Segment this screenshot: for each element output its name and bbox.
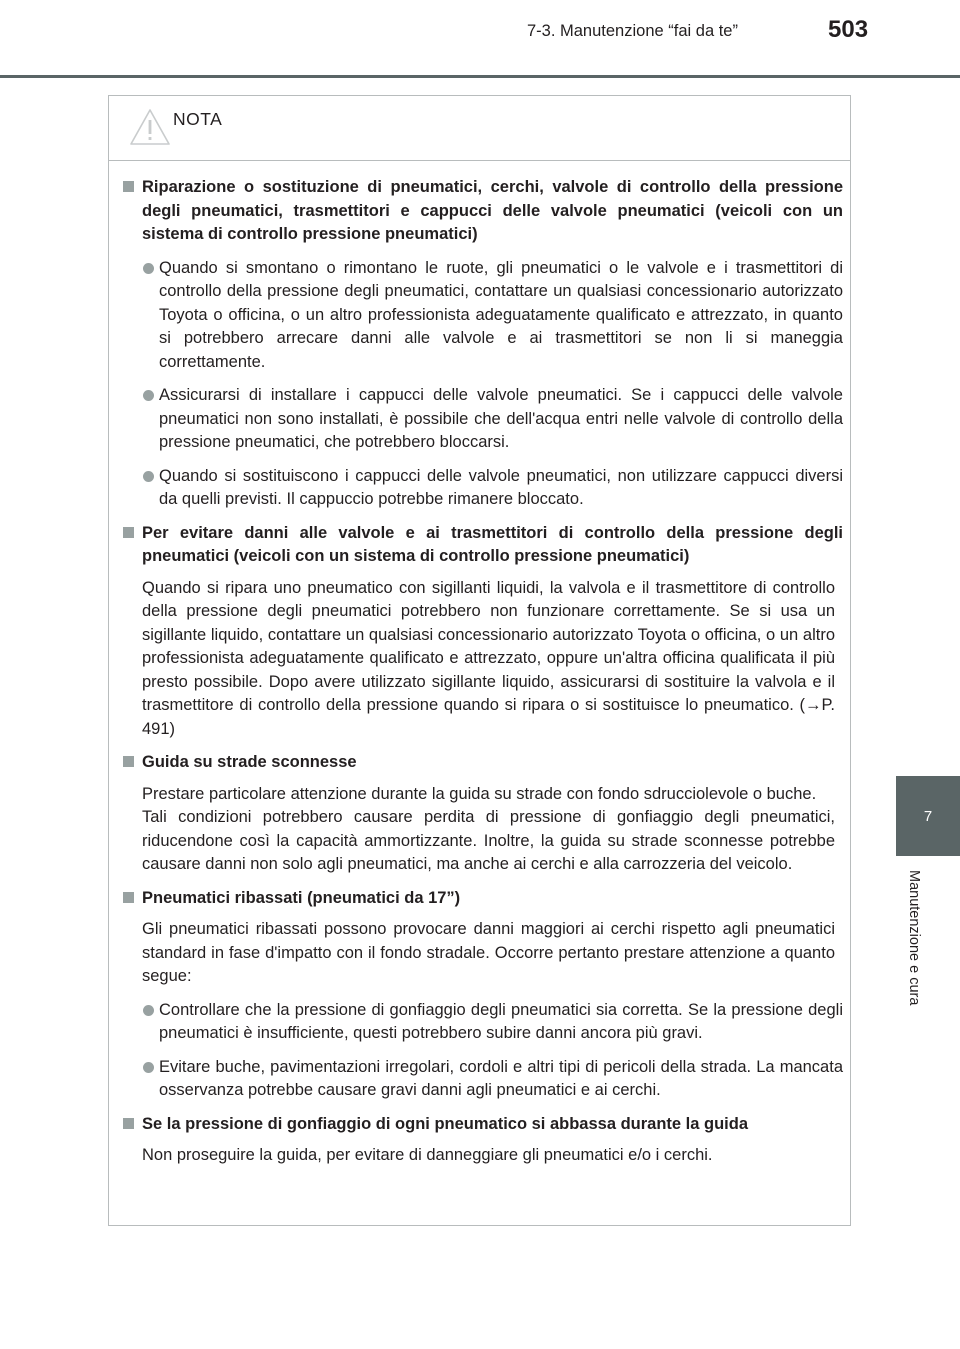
round-bullet-icon — [143, 1062, 154, 1073]
chapter-label: Manutenzione e cura — [906, 870, 922, 1006]
page-number: 503 — [828, 16, 869, 43]
section-pressure-drop — [118, 1113, 843, 1168]
section-tpms-repair — [118, 176, 843, 512]
section-title: Guida su strade sconnesse — [118, 751, 843, 775]
list-item: Assicurarsi di installare i cappucci delle valvole pneumatici. Se i cappucci delle valvole pneumatici non sono installati, è possibile che dell'acqua entri nelle valvole di controllo della pressione pneumatici, che potrebbero bloccarsi. — [118, 384, 843, 455]
square-bullet-icon — [123, 1118, 134, 1129]
section-title: Per evitare danni alle valvole e ai trasmettitori di controllo della pressione degli pneumatici (veicoli con un sistema di controllo pressione pneumatici) — [118, 522, 843, 569]
square-bullet-icon — [123, 527, 134, 538]
chapter-tab[interactable] — [896, 776, 960, 856]
list-item: Evitare buche, pavimentazioni irregolari, cordoli e altri tipi di pericoli della strada. La mancata osservanza potrebbe causare gravi danni agli pneumatici e ai cerchi. — [118, 1056, 843, 1103]
section-paragraph: Quando si ripara uno pneumatico con sigillanti liquidi, la valvola e il trasmettitore di controllo della pressione degli pneumatici potrebbero non funzionare correttamente. Se si usa un sigillante liquido, contattare un qualsiasi concessionario autorizzato Toyota o officina, o un altro professionista adeguatamente qualificato e attrezzato, oppure un'altra officina qualificata il più presto possibile. Dopo avere utilizzato sigillante liquido, assicurarsi di sostituire la valvola e il trasmettitore di controllo della pressione quando si ripara o si sostituisce lo pneumatico. (→P. 491) — [142, 578, 835, 738]
round-bullet-icon — [143, 390, 154, 401]
round-bullet-icon — [143, 1005, 154, 1016]
header-rule — [0, 75, 960, 78]
round-bullet-icon — [143, 471, 154, 482]
nota-title: NOTA — [173, 109, 223, 129]
nota-body — [118, 176, 843, 1178]
list-item: Quando si smontano o rimontano le ruote, gli pneumatici o le valvole e i trasmettitori di controllo della pressione degli pneumatici, contattare un qualsiasi concessionario autorizzato Toyota o officina, o un altro professionista adeguatamente qualificato e attrezzato, in quanto si potrebbero arrecare danni alle valvole e ai trasmettitori se non li si maneggia correttamente. — [118, 257, 843, 375]
section-title: Riparazione o sostituzione di pneumatici, cerchi, valvole di controllo della pressione degli pneumatici, trasmettitori e cappucci delle valvole pneumatici (veicoli con un sistema di controllo pressione pneumatici) — [118, 176, 843, 247]
section-paragraph: Gli pneumatici ribassati possono provocare danni maggiori ai cerchi rispetto agli pneumatici standard in fase d'impatto con il fondo stradale. Occorre pertanto prestare attenzione a quanto segue: — [142, 920, 835, 985]
section-paragraph: Non proseguire la guida, per evitare di danneggiare gli pneumatici e/o i cerchi. — [142, 1146, 713, 1164]
section-avoid-damage — [118, 522, 843, 742]
chapter-number: 7 — [923, 807, 933, 825]
header-section-title: 7-3. Manutenzione “fai da te” — [527, 22, 738, 40]
section-title: Se la pressione di gonfiaggio di ogni pneumatico si abbassa durante la guida — [118, 1113, 843, 1137]
list-item: Controllare che la pressione di gonfiaggio degli pneumatici sia corretta. Se la pressione degli pneumatici è insufficiente, questi potrebbero subire danni ancora più gravi. — [118, 999, 843, 1046]
round-bullet-icon — [143, 263, 154, 274]
list-item: Quando si sostituiscono i cappucci delle valvole pneumatici, non utilizzare cappucci diversi da quelli previsti. Il cappuccio potrebbe rimanere bloccato. — [118, 465, 843, 512]
section-low-profile-tires — [118, 887, 843, 1103]
square-bullet-icon — [123, 892, 134, 903]
section-paragraph: Prestare particolare attenzione durante la guida su strade con fondo sdrucciolevole o buche. Tali condizioni potrebbero causare perdita di pressione di gonfiaggio degli pneumatici, riducendone così la capacità ammortizzante. Inoltre, la guida su strade sconnesse potrebbe causare danni non solo agli pneumatici, ma anche ai cerchi e alla carrozzeria del veicolo. — [142, 784, 835, 873]
section-rough-roads — [118, 751, 843, 877]
section-title: Pneumatici ribassati (pneumatici da 17”) — [118, 887, 843, 911]
square-bullet-icon — [123, 181, 134, 192]
warning-triangle-icon — [129, 108, 171, 146]
square-bullet-icon — [123, 756, 134, 767]
nota-box — [108, 95, 851, 1226]
nota-header — [109, 96, 850, 161]
